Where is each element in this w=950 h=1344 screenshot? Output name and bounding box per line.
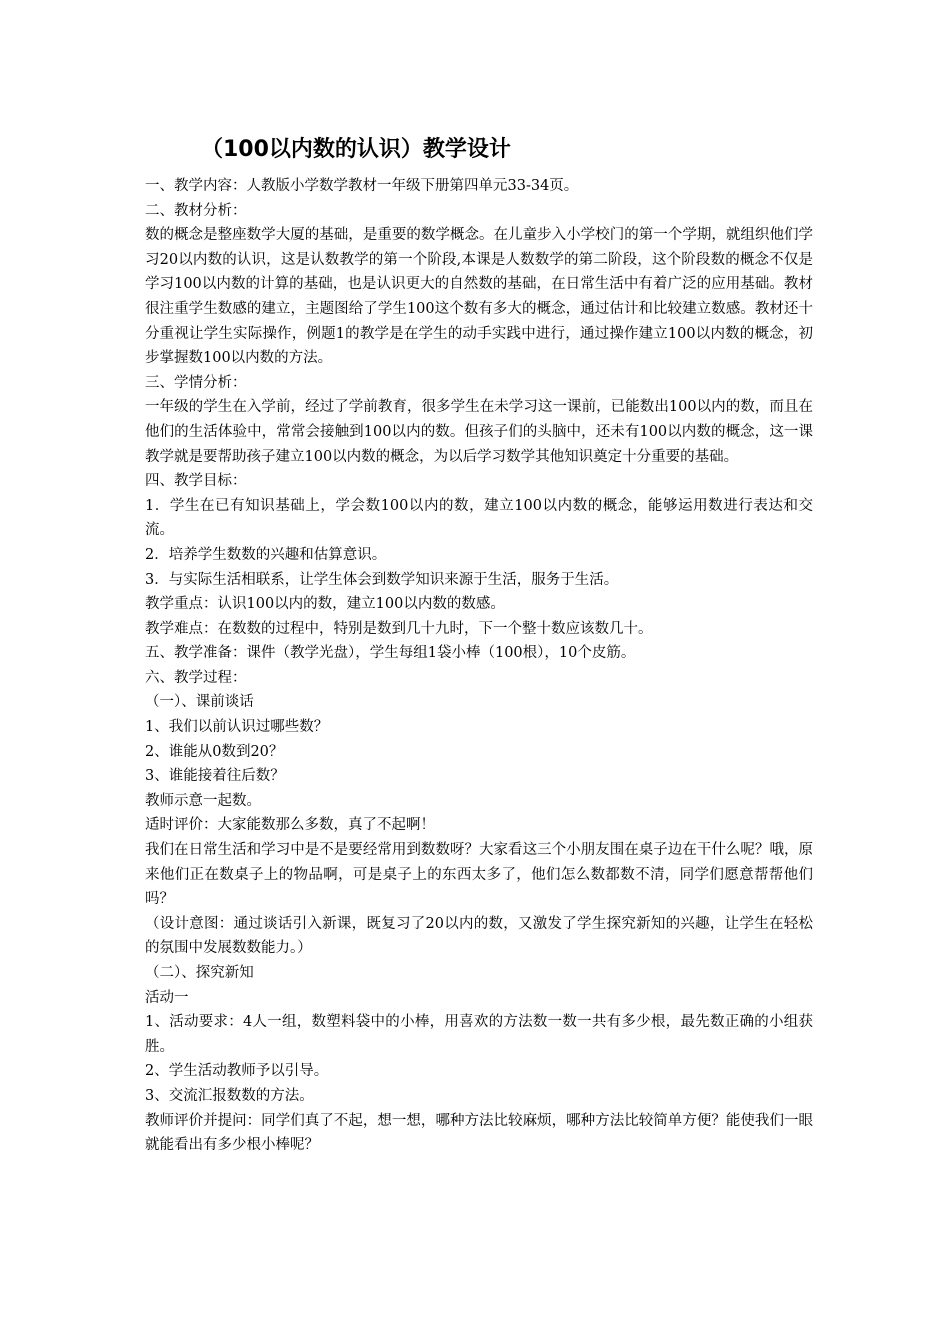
heading-student-analysis: 三、学情分析： (145, 374, 247, 391)
heading-textbook-analysis: 二、教材分析： (145, 202, 247, 219)
heading-teaching-process: 六、教学过程： (145, 669, 247, 686)
timely-evaluation: 适时评价：大家能数那么多数，真了不起啊！ (145, 817, 435, 834)
subheading-explore-new: （二）、探究新知 (145, 965, 254, 981)
question-item-2: 2、谁能从0数到20？ (145, 743, 284, 760)
document-body (145, 174, 813, 1158)
question-item-3: 3、谁能接着往后数？ (145, 768, 285, 785)
teacher-evaluation-question: 教师评价并提问：同学们真了不起，想一想，哪种方法比较麻烦，哪种方法比较简单方便？能使我们一眼就能看出有多少根小棒呢？ (145, 1112, 813, 1154)
question-item-1: 1、我们以前认识过哪些数？ (145, 719, 329, 736)
goal-item-1: 1．学生在已有知识基础上，学会数100以内的数，建立100以内数的概念，能够运用数进行表达和交流。 (145, 497, 813, 539)
design-intent-note: （设计意图：通过谈话引入新课，既复习了20以内的数，又激发了学生探究新知的兴趣，让学生在轻松的氛围中发展数数能力。） (145, 915, 813, 957)
heading-teaching-goals: 四、教学目标： (145, 473, 247, 490)
teaching-preparation: 五、教学准备：课件（教学光盘），学生每组1袋小棒（100根），10个皮筋。 (145, 645, 636, 662)
goal-item-3: 3．与实际生活相联系，让学生体会到数学知识来源于生活，服务于生活。 (145, 571, 619, 588)
paragraph-textbook-analysis: 数的概念是整座数学大厦的基础，是重要的数学概念。在儿童步入小学校门的第一个学期，就组织他们学习20以内数的认识，这是认数教学的第一个阶段,本课是人数数学的第二阶段，这个阶段数的概念不仅是学习100以内数的计算的基础，也是认识更大的自然数的基础，在日常生活中有着广泛的应用基础。教材很注重学生数感的建立，主题图给了学生100这个数有多大的概念，通过估计和比较建立数感。教材还十分重视让学生实际操作，例题1的教学是在学生的动手实践中进行，通过操作建立100以内数的概念，初步掌握数100以内数的方法。 (145, 227, 813, 367)
paragraph-student-analysis: 一年级的学生在入学前，经过了学前教育，很多学生在未学习这一课前，已能数出100以内的数，而且在他们的生活体验中，常常会接触到100以内的数。但孩子们的头脑中，还未有100以内数的概念，这一课教学就是要帮助孩子建立100以内数的概念，为以后学习数学其他知识奠定十分重要的基础。 (145, 399, 813, 465)
teacher-instruction: 教师示意一起数。 (145, 792, 261, 809)
document-title: （100以内数的认识）教学设计 (201, 137, 511, 162)
subheading-pre-class-talk: （一）、课前谈话 (145, 694, 254, 711)
paragraph-daily-life: 我们在日常生活和学习中是不是要经常用到数数呀？大家看这三个小朋友围在桌子边在干什么呢？哦，原来他们正在数桌子上的物品啊，可是桌子上的东西太多了，他们怎么数都数不清，同学们愿意帮帮他们吗？ (145, 842, 813, 908)
activity-item-2: 2、学生活动教师予以引导。 (145, 1063, 329, 1080)
teaching-key-point: 教学重点：认识100以内的数，建立100以内数的数感。 (145, 596, 505, 613)
activity-one-label: 活动一 (145, 989, 189, 1006)
teaching-difficulty: 教学难点：在数数的过程中，特别是数到几十九时，下一个整十数应该数几十。 (145, 620, 653, 637)
activity-item-3: 3、交流汇报数数的方法。 (145, 1087, 314, 1104)
goal-item-2: 2．培养学生数数的兴趣和估算意识。 (145, 546, 387, 563)
activity-item-1: 1、活动要求：4人一组，数塑料袋中的小棒，用喜欢的方法数一数一共有多少根，最先数正确的小组获胜。 (145, 1014, 813, 1055)
section-teaching-content: 一、教学内容：人教版小学数学教材一年级下册第四单元33-34页。 (145, 178, 579, 194)
